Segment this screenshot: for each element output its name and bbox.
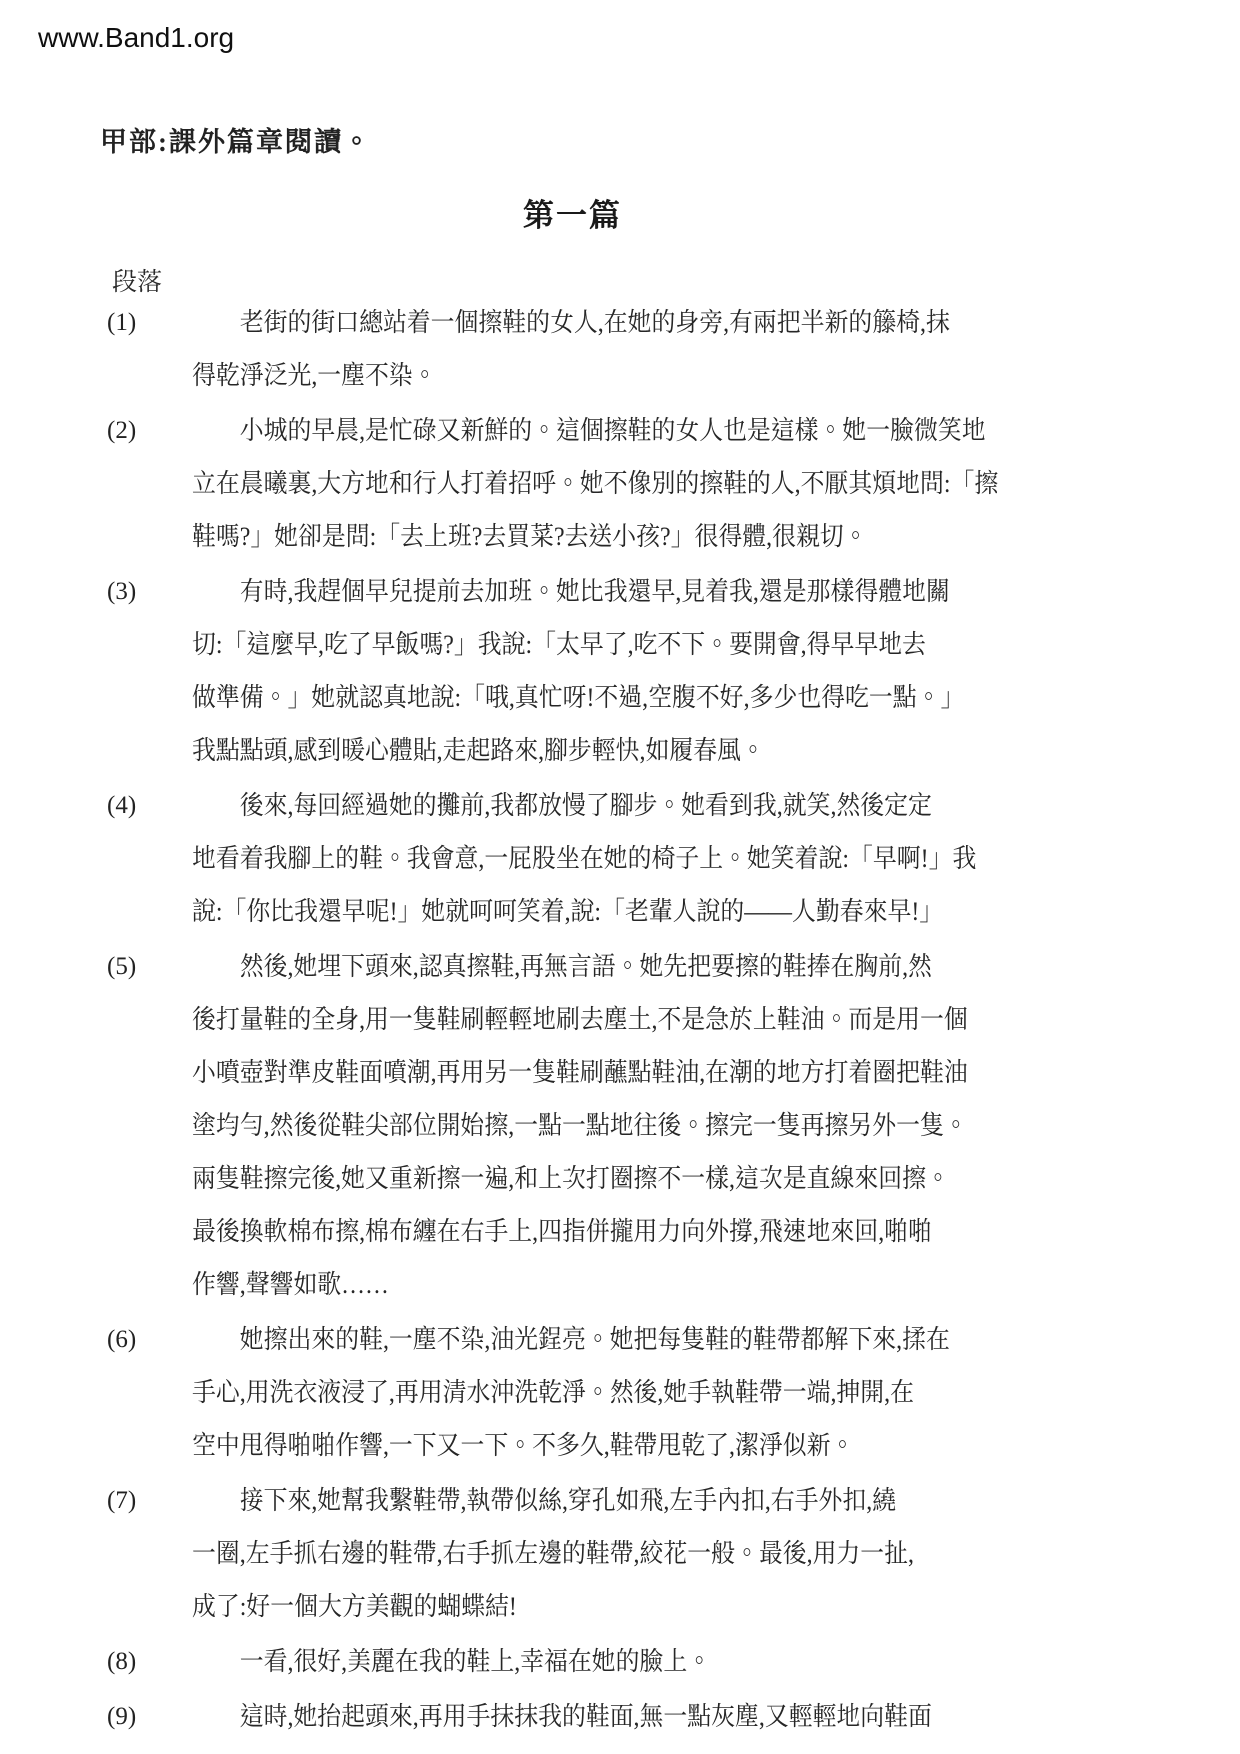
paragraph-line: 鞋嗎?」她卻是問:「去上班?去買菜?去送小孩?」很得體,很親切。 xyxy=(192,522,868,551)
paragraph-text xyxy=(192,1690,1107,1743)
passage-paragraph xyxy=(107,404,1107,563)
paragraph-line: 做準備。」她就認真地說:「哦,真忙呀!不過,空腹不好,多少也得吃一點。」 xyxy=(192,683,965,712)
paragraph-line: 有時,我趕個早兒提前去加班。她比我還早,見着我,還是那樣得體地關 xyxy=(239,577,950,606)
paragraph-text xyxy=(192,404,1107,563)
paragraph-text xyxy=(192,779,1107,938)
passage-body xyxy=(107,296,1107,1745)
paragraph-line: 一圈,左手抓右邊的鞋帶,右手抓左邊的鞋帶,絞花一般。最後,用力一扯, xyxy=(192,1539,915,1568)
paragraph-line: 她擦出來的鞋,一塵不染,油光鋥亮。她把每隻鞋的鞋帶都解下來,揉在 xyxy=(239,1325,950,1354)
paragraph-number: (8) xyxy=(107,1648,137,1675)
passage-paragraph xyxy=(107,779,1107,938)
paragraph-number: (9) xyxy=(107,1703,137,1730)
paragraph-text xyxy=(192,296,1107,402)
paragraph-line: 切:「這麼早,吃了早飯嗎?」我說:「太早了,吃不下。要開會,得早早地去 xyxy=(192,630,926,659)
passage-title: 第一篇 xyxy=(523,198,622,233)
paragraph-line: 說:「你比我還早呢!」她就呵呵笑着,說:「老輩人說的——人勤春來早!」 xyxy=(192,897,944,926)
paragraph-text xyxy=(192,1474,1107,1633)
passage-paragraph xyxy=(107,1690,1107,1743)
paragraph-line: 小噴壺對準皮鞋面噴潮,再用另一隻鞋刷蘸點鞋油,在潮的地方打着圈把鞋油 xyxy=(192,1058,968,1087)
paragraph-line: 立在晨曦裏,大方地和行人打着招呼。她不像別的擦鞋的人,不厭其煩地問:「擦 xyxy=(192,469,999,498)
paragraph-line: 一看,很好,美麗在我的鞋上,幸福在她的臉上。 xyxy=(239,1647,712,1676)
paragraph-line: 這時,她抬起頭來,再用手抹抹我的鞋面,無一點灰塵,又輕輕地向鞋面 xyxy=(239,1702,932,1731)
paragraph-number: (1) xyxy=(107,309,137,336)
passage-paragraph xyxy=(107,565,1107,777)
paragraph-line: 得乾淨泛光,一塵不染。 xyxy=(192,361,437,390)
paragraph-line: 空中甩得啪啪作響,一下又一下。不多久,鞋帶甩乾了,潔淨似新。 xyxy=(192,1431,855,1460)
paragraph-number: (6) xyxy=(107,1326,137,1353)
paragraph-number: (7) xyxy=(107,1487,137,1514)
paragraph-line: 作響,聲響如歌…… xyxy=(192,1270,389,1299)
paragraph-line: 我點點頭,感到暖心體貼,走起路來,腳步輕快,如履春風。 xyxy=(192,736,765,765)
paragraph-column-label: 段落 xyxy=(112,269,163,296)
paragraph-line: 老街的街口總站着一個擦鞋的女人,在她的身旁,有兩把半新的籐椅,抹 xyxy=(239,308,950,337)
section-heading: 甲部:課外篇章閱讀。 xyxy=(100,127,372,157)
paragraph-line: 後來,每回經過她的攤前,我都放慢了腳步。她看到我,就笑,然後定定 xyxy=(239,791,932,820)
paragraph-text xyxy=(192,1635,1107,1688)
paragraph-line: 最後換軟棉布擦,棉布纏在右手上,四指併攏用力向外撐,飛速地來回,啪啪 xyxy=(192,1217,932,1246)
paragraph-line: 後打量鞋的全身,用一隻鞋刷輕輕地刷去塵土,不是急於上鞋油。而是用一個 xyxy=(192,1005,968,1034)
paragraph-text xyxy=(192,940,1107,1311)
paragraph-line: 然後,她埋下頭來,認真擦鞋,再無言語。她先把要擦的鞋捧在胸前,然 xyxy=(239,952,932,981)
paragraph-line: 手心,用洗衣液浸了,再用清水沖洗乾淨。然後,她手執鞋帶一端,抻開,在 xyxy=(192,1378,915,1407)
paragraph-text xyxy=(192,1313,1107,1472)
paragraph-number: (5) xyxy=(107,953,137,980)
paragraph-line: 塗均勻,然後從鞋尖部位開始擦,一點一點地往後。擦完一隻再擦另外一隻。 xyxy=(192,1111,968,1140)
paragraph-line: 小城的早晨,是忙碌又新鮮的。這個擦鞋的女人也是這樣。她一臉微笑地 xyxy=(239,416,986,445)
passage-paragraph xyxy=(107,1474,1107,1633)
passage-paragraph xyxy=(107,940,1107,1311)
paragraph-line: 地看着我腳上的鞋。我會意,一屁股坐在她的椅子上。她笑着說:「早啊!」我 xyxy=(192,844,977,873)
paragraph-text xyxy=(192,565,1107,777)
passage-paragraph xyxy=(107,296,1107,402)
site-watermark: www.Band1.org xyxy=(38,22,235,53)
passage-paragraph xyxy=(107,1635,1107,1688)
paragraph-number: (4) xyxy=(107,792,137,819)
paragraph-line: 兩隻鞋擦完後,她又重新擦一遍,和上次打圈擦不一樣,這次是直線來回擦。 xyxy=(192,1164,950,1193)
passage-paragraph xyxy=(107,1313,1107,1472)
paragraph-number: (3) xyxy=(107,578,137,605)
paragraph-line: 成了:好一個大方美觀的蝴蝶結! xyxy=(192,1592,517,1621)
paragraph-line: 接下來,她幫我繫鞋帶,執帶似絲,穿孔如飛,左手內扣,右手外扣,繞 xyxy=(239,1486,897,1515)
paragraph-number: (2) xyxy=(107,417,137,444)
